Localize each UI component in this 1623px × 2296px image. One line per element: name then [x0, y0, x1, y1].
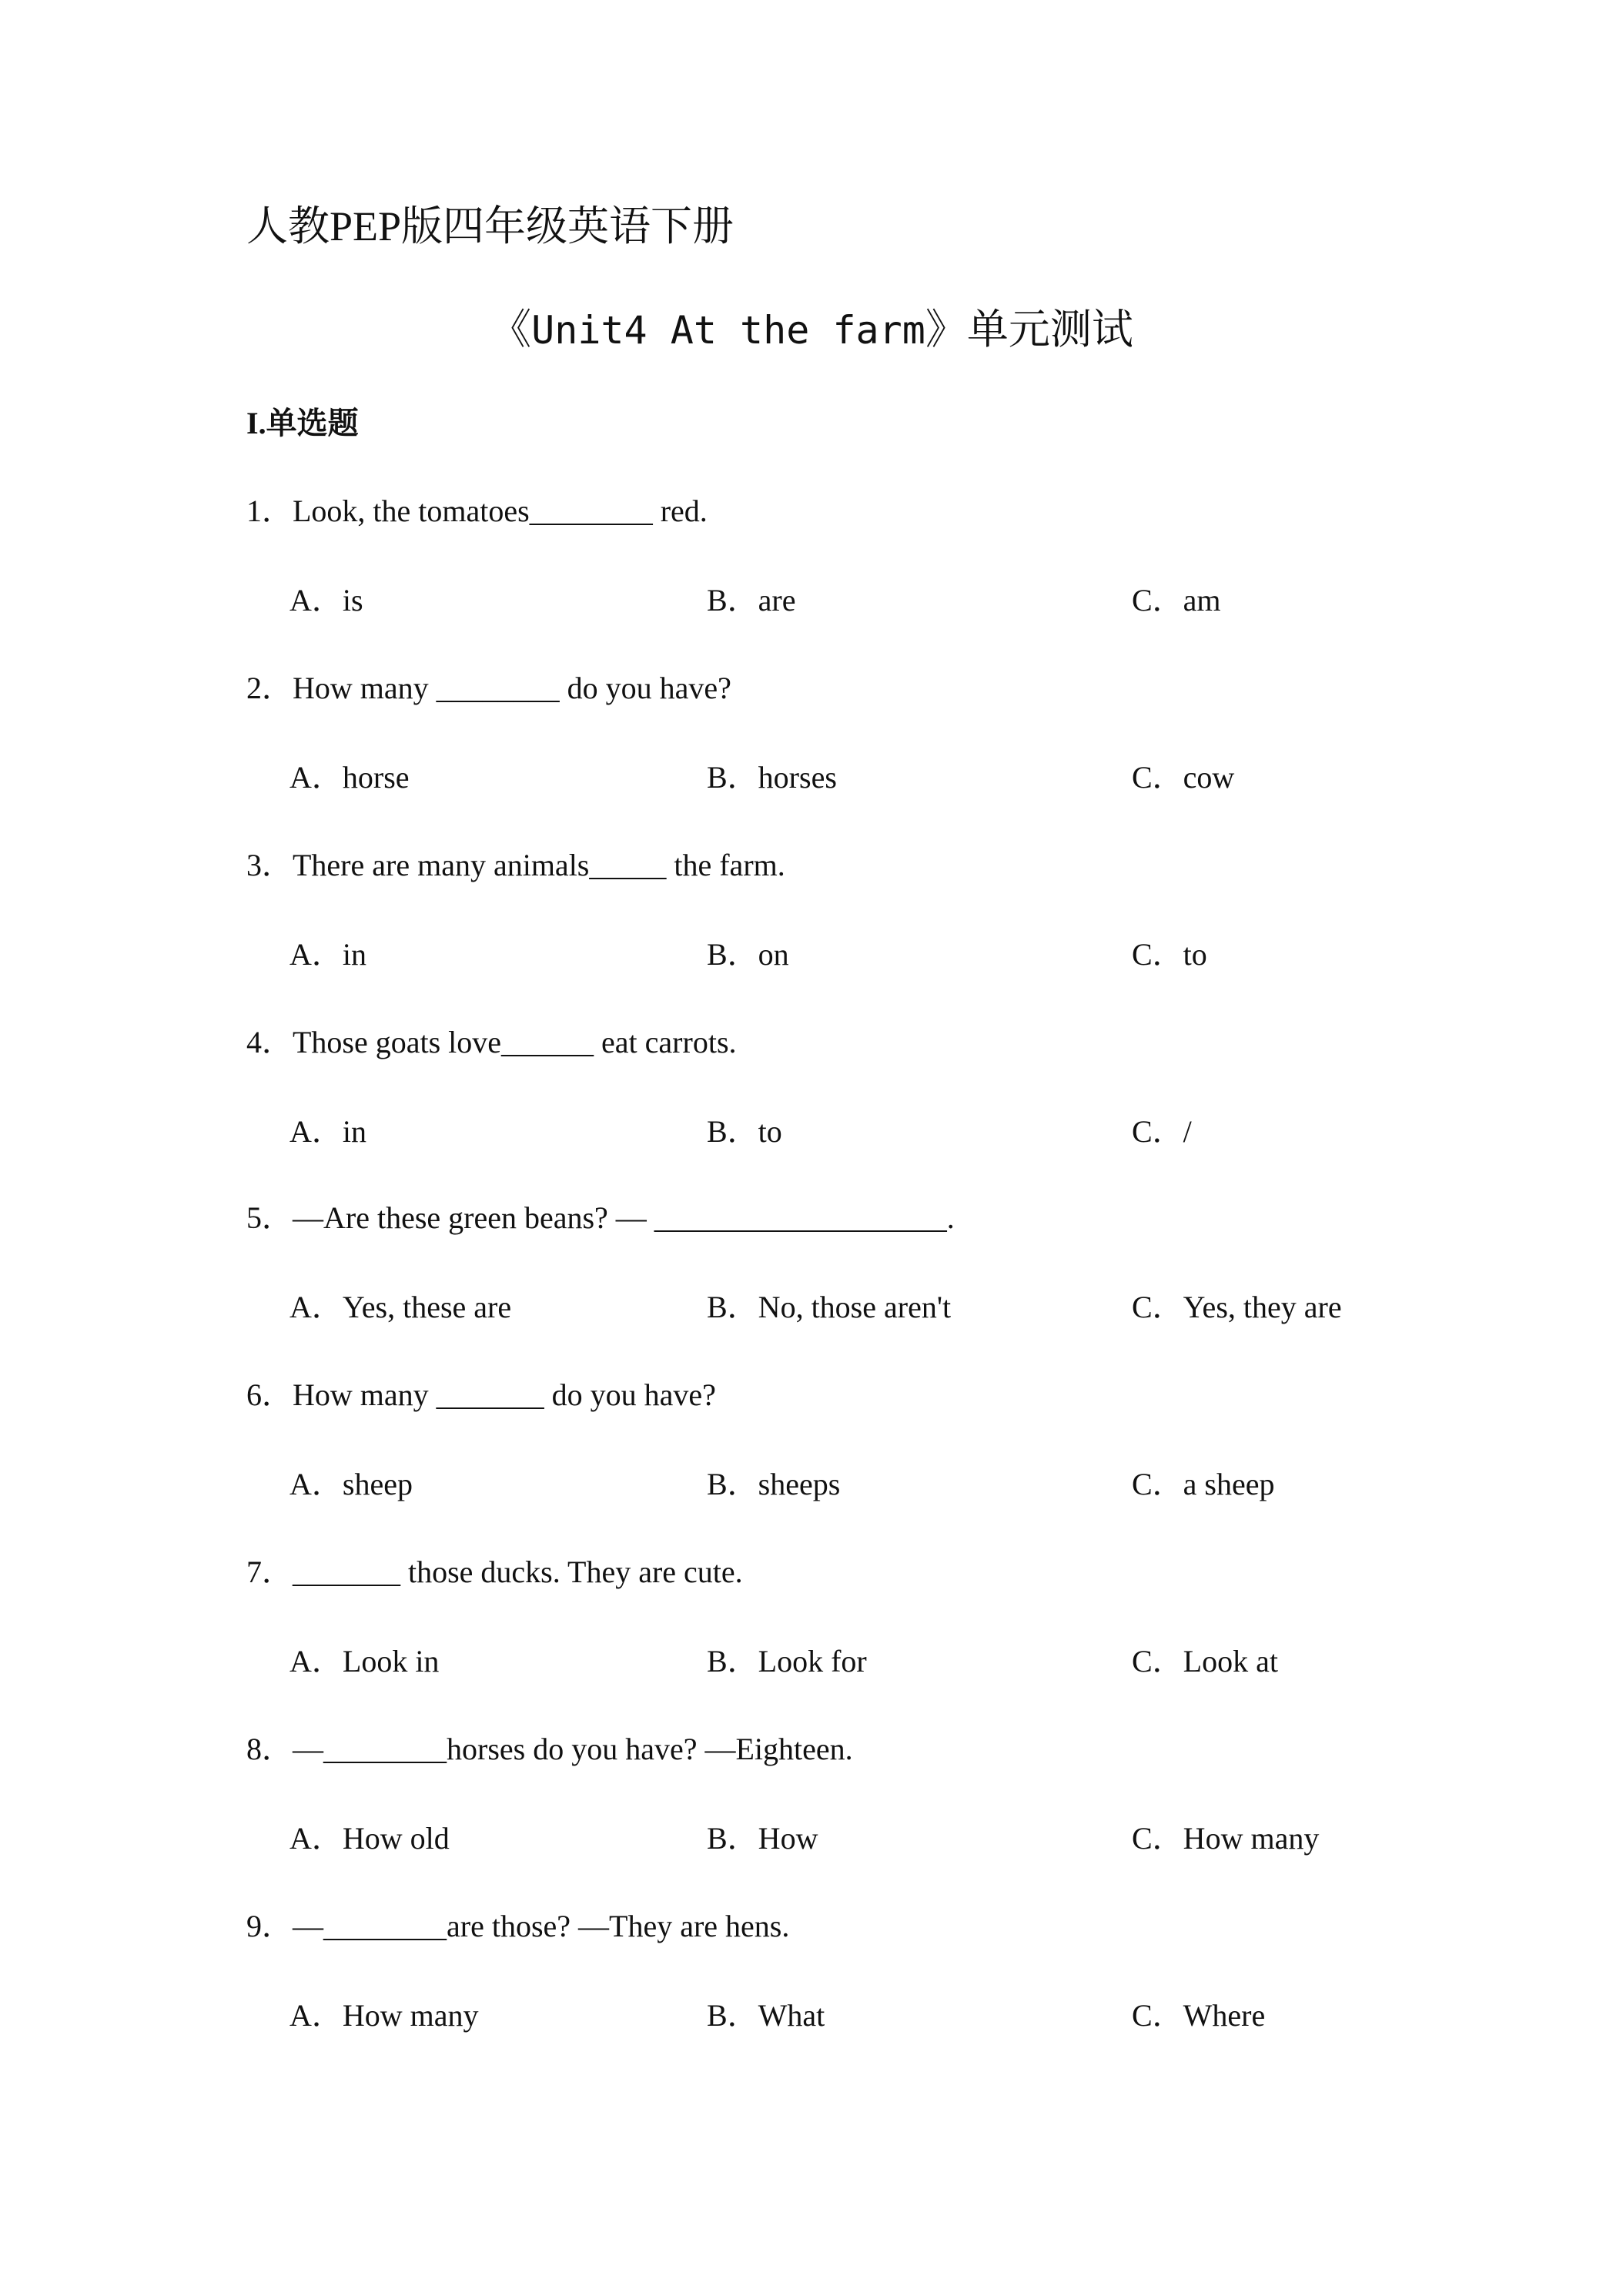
question-6-option-a[interactable]: A．sheep [289, 1467, 413, 1501]
question-6-option-b[interactable]: B．sheeps [707, 1467, 841, 1501]
question-1: 1．Look, the tomatoes________ red. [246, 494, 708, 528]
question-3-option-b[interactable]: B．on [707, 937, 789, 972]
question-5-option-c[interactable]: C．Yes, they are [1132, 1290, 1342, 1324]
subtitle-close-text: 》单元测试 [925, 306, 1133, 353]
question-7-option-a[interactable]: A．Look in [289, 1644, 440, 1678]
question-9-options [0, 1993, 1623, 2039]
page-title: 人教PEP版四年级英语下册 [246, 203, 735, 249]
question-1-option-a[interactable]: A．is [289, 583, 363, 618]
question-2-option-b[interactable]: B．horses [707, 760, 837, 795]
question-2-option-c[interactable]: C．cow [1132, 760, 1235, 795]
question-5: 5．—Are these green beans? — ___________________. [246, 1200, 955, 1235]
question-8-option-c[interactable]: C．How many [1132, 1821, 1320, 1856]
question-8-option-b[interactable]: B．How [707, 1821, 818, 1856]
question-4-option-b[interactable]: B．to [707, 1114, 782, 1149]
question-7-option-b[interactable]: B．Look for [707, 1644, 867, 1678]
question-1-options [0, 577, 1623, 624]
question-6-option-c[interactable]: C．a sheep [1132, 1467, 1275, 1501]
page-subtitle [0, 299, 1623, 361]
question-9-option-b[interactable]: B．What [707, 1998, 825, 2033]
question-7: 7．_______ those ducks. They are cute. [246, 1555, 743, 1589]
question-5-option-b[interactable]: B．No, those aren't [707, 1290, 952, 1324]
question-7-option-c[interactable]: C．Look at [1132, 1644, 1278, 1678]
question-8-option-a[interactable]: A．How old [289, 1821, 450, 1856]
question-4-options [0, 1109, 1623, 1155]
question-9-option-a[interactable]: A．How many [289, 1998, 479, 2033]
question-5-option-a[interactable]: A．Yes, these are [289, 1290, 512, 1324]
question-2-option-a[interactable]: A．horse [289, 760, 410, 795]
question-3: 3．There are many animals_____ the farm. [246, 848, 785, 882]
question-3-option-a[interactable]: A．in [289, 937, 366, 972]
question-1-option-c[interactable]: C．am [1132, 583, 1221, 618]
question-1-option-b[interactable]: B．are [707, 583, 796, 618]
question-8: 8．—________horses do you have? —Eighteen. [246, 1732, 853, 1766]
question-6: 6．How many _______ do you have? [246, 1377, 716, 1412]
question-4: 4．Those goats love______ eat carrots. [246, 1025, 737, 1059]
question-3-option-c[interactable]: C．to [1132, 937, 1207, 972]
question-4-option-a[interactable]: A．in [289, 1114, 366, 1149]
question-9: 9．—________are those? —They are hens. [246, 1909, 790, 1943]
question-2: 2．How many ________ do you have? [246, 671, 731, 705]
question-2-options [0, 755, 1623, 801]
question-8-options [0, 1816, 1623, 1862]
subtitle-unit-name: Unit4 At the farm [531, 308, 925, 353]
question-9-option-c[interactable]: C．Where [1132, 1998, 1266, 2033]
subtitle-open-bracket: 《 [490, 306, 532, 353]
question-4-option-c[interactable]: C．/ [1132, 1114, 1192, 1149]
question-5-options [0, 1284, 1623, 1330]
section-heading: I.单选题 [246, 406, 359, 440]
question-6-options [0, 1461, 1623, 1508]
question-3-options [0, 932, 1623, 978]
question-7-options [0, 1638, 1623, 1685]
